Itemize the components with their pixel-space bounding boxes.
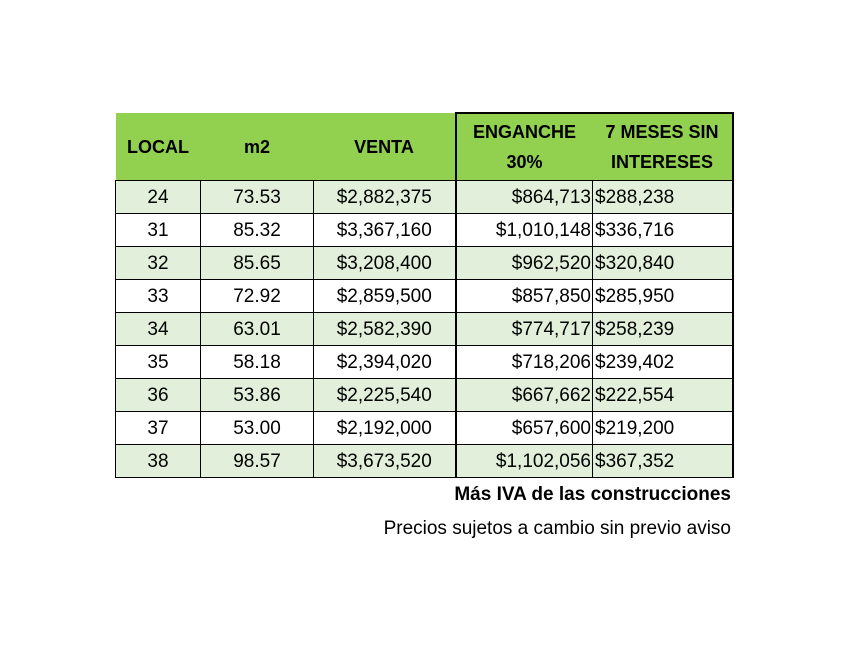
cell-enganche: $1,102,056 [456, 445, 593, 478]
cell-enganche: $774,717 [456, 313, 593, 346]
header-local: LOCAL [116, 113, 201, 181]
table-row [116, 247, 733, 280]
cell-m2: 85.32 [201, 214, 314, 247]
header-meses-line2: INTERESES [610, 152, 714, 172]
table-row [116, 445, 733, 478]
cell-local: 32 [116, 247, 201, 280]
cell-venta: $2,225,540 [314, 379, 456, 412]
table-row [116, 214, 733, 247]
cell-enganche: $1,010,148 [456, 214, 593, 247]
header-meses [593, 113, 733, 181]
cell-meses: $288,238 [593, 181, 733, 214]
cell-local: 35 [116, 346, 201, 379]
header-row [116, 113, 733, 181]
cell-enganche: $857,850 [456, 280, 593, 313]
price-table [115, 112, 734, 478]
cell-venta: $3,208,400 [314, 247, 456, 280]
cell-venta: $2,394,020 [314, 346, 456, 379]
cell-m2: 98.57 [201, 445, 314, 478]
cell-venta: $2,192,000 [314, 412, 456, 445]
cell-venta: $2,882,375 [314, 181, 456, 214]
cell-m2: 63.01 [201, 313, 314, 346]
table-row [116, 313, 733, 346]
header-enganche-line2: 30% [506, 152, 543, 172]
header-venta: VENTA [314, 113, 456, 181]
cell-local: 36 [116, 379, 201, 412]
table-row [116, 280, 733, 313]
cell-meses: $222,554 [593, 379, 733, 412]
cell-m2: 58.18 [201, 346, 314, 379]
header-meses-line1: 7 MESES SIN [605, 122, 719, 142]
iva-note: Más IVA de las construcciones [454, 484, 731, 505]
cell-meses: $219,200 [593, 412, 733, 445]
cell-enganche: $667,662 [456, 379, 593, 412]
cell-meses: $367,352 [593, 445, 733, 478]
cell-meses: $336,716 [593, 214, 733, 247]
cell-enganche: $718,206 [456, 346, 593, 379]
cell-m2: 53.00 [201, 412, 314, 445]
cell-meses: $285,950 [593, 280, 733, 313]
cell-local: 33 [116, 280, 201, 313]
table-row [116, 379, 733, 412]
cell-local: 38 [116, 445, 201, 478]
cell-venta: $2,582,390 [314, 313, 456, 346]
header-m2: m2 [201, 113, 314, 181]
cell-m2: 72.92 [201, 280, 314, 313]
cell-local: 24 [116, 181, 201, 214]
header-enganche [456, 113, 593, 181]
cell-enganche: $657,600 [456, 412, 593, 445]
cell-m2: 85.65 [201, 247, 314, 280]
header-enganche-line1: ENGANCHE [472, 122, 576, 142]
disclaimer-note: Precios sujetos a cambio sin previo aviso [383, 518, 731, 539]
cell-meses: $258,239 [593, 313, 733, 346]
cell-venta: $3,673,520 [314, 445, 456, 478]
cell-local: 31 [116, 214, 201, 247]
cell-venta: $3,367,160 [314, 214, 456, 247]
cell-local: 34 [116, 313, 201, 346]
cell-enganche: $864,713 [456, 181, 593, 214]
cell-meses: $239,402 [593, 346, 733, 379]
cell-enganche: $962,520 [456, 247, 593, 280]
table-row [116, 346, 733, 379]
cell-meses: $320,840 [593, 247, 733, 280]
cell-m2: 73.53 [201, 181, 314, 214]
table-row [116, 412, 733, 445]
table-row [116, 181, 733, 214]
cell-m2: 53.86 [201, 379, 314, 412]
cell-local: 37 [116, 412, 201, 445]
cell-venta: $2,859,500 [314, 280, 456, 313]
